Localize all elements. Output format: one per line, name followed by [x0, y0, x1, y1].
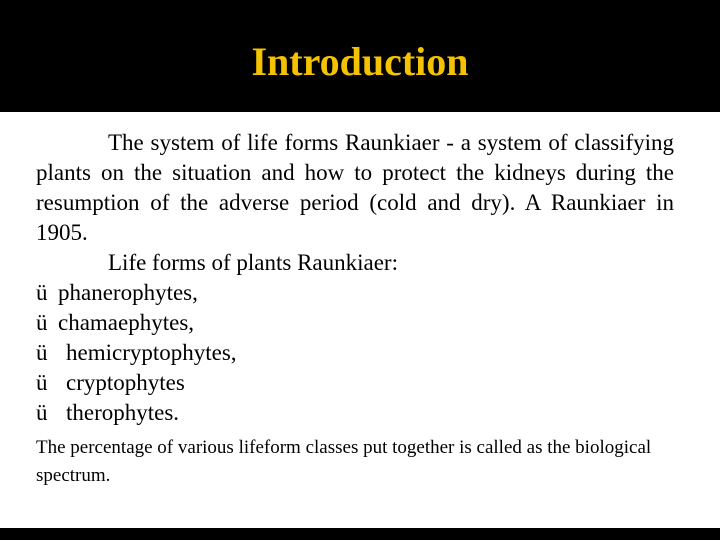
list-item [36, 398, 674, 428]
slide-title: Introduction [251, 39, 469, 84]
check-mark-icon: ü [36, 310, 48, 335]
check-mark-icon: ü [36, 280, 48, 305]
body-text [36, 128, 674, 490]
list-item-label: hemicryptophytes, [66, 340, 237, 365]
check-mark-icon: ü [36, 370, 48, 395]
list-item [36, 308, 674, 338]
check-mark-icon: ü [36, 400, 48, 425]
list-item-label: chamaephytes, [58, 310, 195, 335]
list-item [36, 368, 674, 398]
list-item-label: therophytes. [66, 400, 180, 425]
title-bar [0, 0, 720, 112]
list-item [36, 278, 674, 308]
intro-paragraph: The system of life forms Raunkiaer - a system of classifying plants on the situation and how to protect the kidneys during the resumption of the adverse period (cold and dry). A Raunkiaer in 1905. [36, 130, 674, 245]
footnote: The percentage of various lifeform classes put together is called as the biological spectrum. [36, 437, 652, 486]
content-area [0, 112, 720, 528]
life-forms-list [36, 278, 674, 428]
check-mark-icon: ü [36, 340, 48, 365]
list-heading: Life forms of plants Raunkiaer: [108, 250, 398, 275]
list-item [36, 338, 674, 368]
list-item-label: phanerophytes, [58, 280, 198, 305]
list-item-label: cryptophytes [66, 370, 185, 395]
